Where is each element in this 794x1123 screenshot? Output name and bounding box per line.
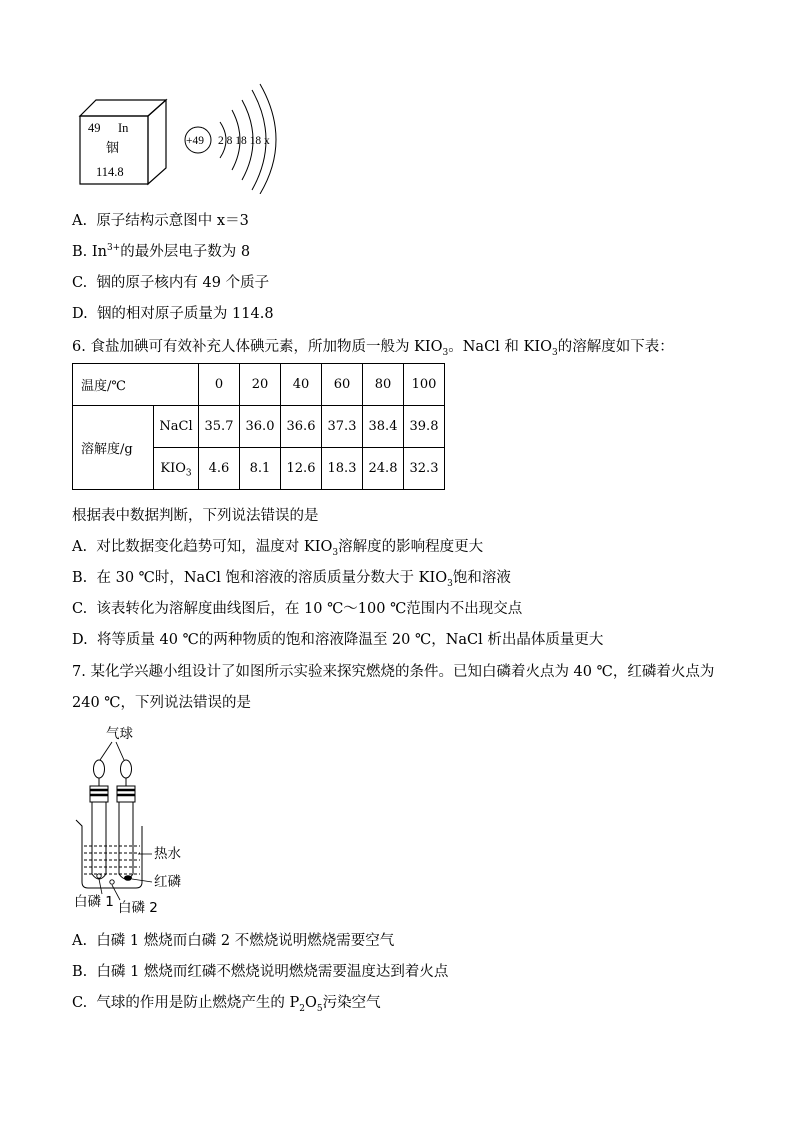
test-tube-left [92,802,106,879]
table-row [73,406,445,448]
q7-stem-line2: 240 ℃，下列说法错误的是 [72,695,252,711]
beaker [76,820,142,888]
q5-option-c [72,274,269,292]
stem-text: 的溶解度如下表： [557,339,674,355]
subscript: 5 [316,1003,323,1014]
header-label: 温度/℃ [73,364,199,406]
element-box-figure [78,98,170,186]
option-letter: A. [72,213,88,229]
white-p1-label: 白磷 1 [74,894,114,910]
q7-option-a [72,932,394,950]
element-symbol: In [118,121,129,135]
q7-option-c [72,994,381,1012]
q6-option-a [72,538,483,556]
value-cell: 12.6 [281,448,322,490]
value-cell: 24.8 [363,448,404,490]
value-cell: 38.4 [363,406,404,448]
kio3-label [154,448,199,490]
subscript: 3 [332,547,339,558]
q6-question: 根据表中数据判断，下列说法错误的是 [72,508,319,524]
option-text: 白磷 1 燃烧而白磷 2 不燃烧说明燃烧需要空气 [96,933,395,949]
option-letter: C. [72,601,88,617]
white-p2-icon [110,880,114,884]
hot-water-label: 热水 [154,846,181,862]
ion-charge: 3+ [106,243,121,254]
option-letter: B. [72,570,88,586]
value-cell: 8.1 [240,448,281,490]
q5-option-d [72,305,274,323]
option-text: 铟的原子核内有 49 个质子 [96,275,270,291]
subscript: 3 [447,578,453,589]
atomic-number: 49 [88,121,101,135]
value-cell: 36.6 [281,406,322,448]
value-cell: 4.6 [199,448,240,490]
value-cell: 18.3 [322,448,363,490]
option-text: 白磷 1 燃烧而红磷不燃烧说明燃烧需要温度达到着火点 [96,964,449,980]
temp-cell: 0 [199,364,240,406]
balloon-left-icon [94,760,105,778]
electron-shells: 2 8 18 18 x [218,135,270,147]
option-letter: A. [72,933,88,949]
nucleus-charge: +49 [186,135,204,147]
test-tube-right [119,802,133,879]
subscript: 3 [551,347,558,358]
white-p2-label: 白磷 2 [118,900,158,916]
option-text: 该表转化为溶解度曲线图后，在 10 ℃～100 ℃范围内不出现交点 [96,601,523,617]
option-text: O [305,995,317,1011]
value-cell: 36.0 [240,406,281,448]
option-letter: C. [72,995,88,1011]
atom-structure-diagram [182,82,292,194]
option-text: 气球的作用是防止燃烧产生的 P [96,995,300,1011]
stem-text: 6. 食盐加碘可有效补充人体碘元素，所加物质一般为 KIO [72,339,443,355]
temp-cell: 100 [404,364,445,406]
combustion-apparatus-diagram [72,724,212,918]
option-letter: C. [72,275,88,291]
option-text: 对比数据变化趋势可知，温度对 KIO [96,539,333,555]
white-p1-icon [97,874,101,878]
option-text: 铟的相对原子质量为 114.8 [96,306,274,322]
solubility-table [72,363,445,490]
q7-option-b [72,963,448,981]
subscript: 3 [442,347,449,358]
option-letter: D. [72,306,88,322]
stem-text: 。NaCl 和 KIO [448,339,552,355]
kio3-text: KIO [160,461,186,476]
subscript: 2 [299,1003,306,1014]
option-text: 饱和溶液 [452,570,511,586]
q7-stem-line1: 7. 某化学兴趣小组设计了如图所示实验来探究燃烧的条件。已知白磷着火点为 40 ℃，红磷着火点为 [72,664,715,680]
q5-option-b [72,243,250,261]
value-cell: 37.3 [322,406,363,448]
balloon-right-icon [121,760,132,778]
balloon-label: 气球 [106,726,133,742]
value-cell: 32.3 [404,448,445,490]
option-letter: D. [72,632,88,648]
subscript: 3 [185,468,192,479]
q6-option-b [72,569,511,587]
nacl-label: NaCl [154,406,199,448]
q6-option-d [72,631,603,649]
q6-stem [72,338,674,356]
option-letter: B. [72,244,88,260]
element-name: 铟 [106,141,120,156]
value-cell: 35.7 [199,406,240,448]
row-label: 溶解度/g [73,406,154,490]
temp-cell: 40 [281,364,322,406]
option-letter: A. [72,539,88,555]
option-text: 污染空气 [322,995,381,1011]
option-text: 的最外层电子数为 8 [120,244,251,260]
table-row [73,364,445,406]
option-text: 将等质量 40 ℃的两种物质的饱和溶液降温至 20 ℃，NaCl 析出晶体质量更大 [96,632,604,648]
temp-cell: 80 [363,364,404,406]
q6-option-c [72,600,522,618]
option-text: 在 30 ℃时，NaCl 饱和溶液的溶质质量分数大于 KIO [96,570,448,586]
red-p-icon [124,875,132,881]
atomic-mass: 114.8 [96,165,124,179]
value-cell: 39.8 [404,406,445,448]
temp-cell: 20 [240,364,281,406]
option-letter: B. [72,964,88,980]
option-text: 溶解度的影响程度更大 [338,539,484,555]
ion-symbol: In [91,244,107,260]
option-text: 原子结构示意图中 x＝3 [96,213,249,229]
q5-option-a [72,212,249,230]
red-p-label: 红磷 [154,874,181,890]
temp-cell: 60 [322,364,363,406]
